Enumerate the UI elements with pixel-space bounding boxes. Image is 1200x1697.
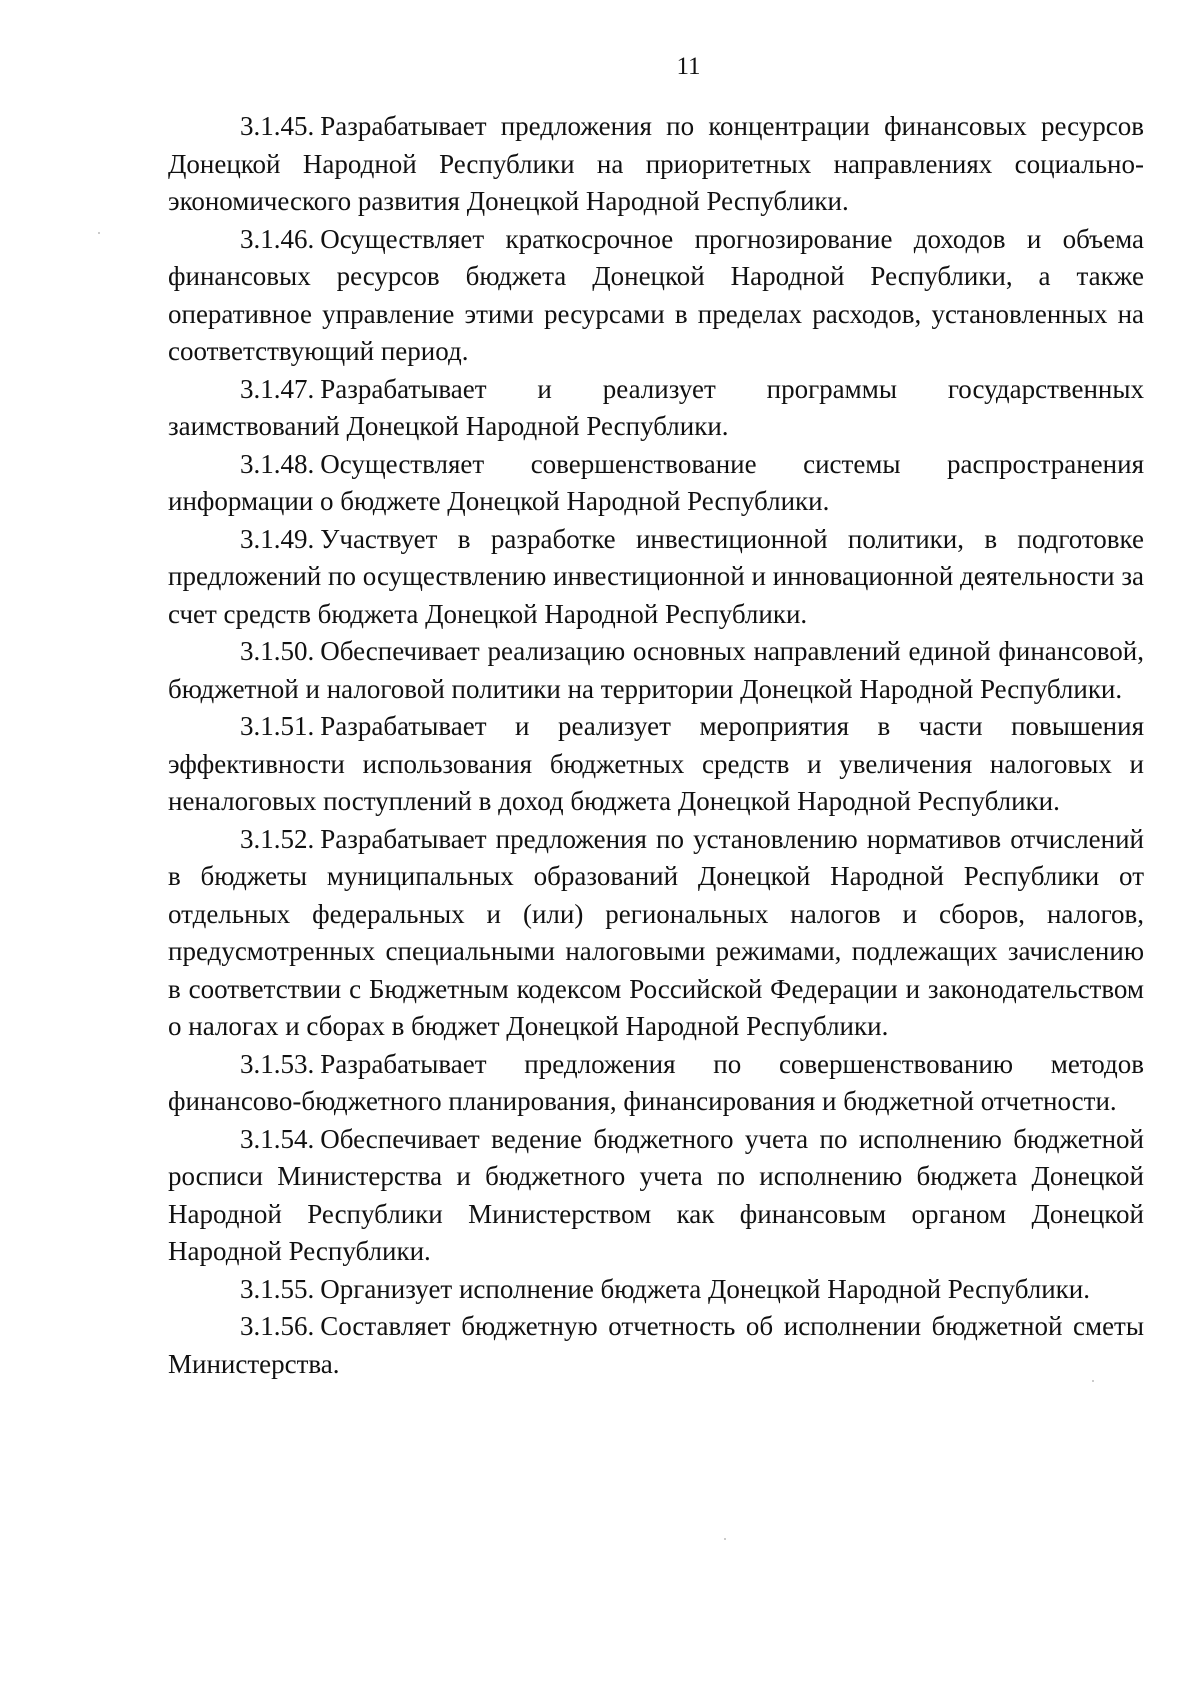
paragraph-number: 3.1.52. xyxy=(240,823,315,854)
paragraph-number: 3.1.49. xyxy=(240,523,315,554)
paragraph-3-1-50 xyxy=(168,633,1144,708)
paragraph-3-1-53 xyxy=(168,1046,1144,1121)
paragraph-text: Осуществляет краткосрочное прогнозирование доходов и объема финансовых ресурсов бюджета Донецкой Народной Республики, а также оперативное управление этими ресурсами в пределах расходов, установленных на соответствующий период. xyxy=(168,223,1144,366)
paragraph-3-1-47 xyxy=(168,371,1144,446)
paragraph-3-1-55 xyxy=(168,1271,1144,1309)
paragraph-number: 3.1.50. xyxy=(240,636,315,666)
paragraph-text: Разрабатывает предложения по концентрации финансовых ресурсов Донецкой Народной Республики на приоритетных направлениях социально-экономического развития Донецкой Народной Республики. xyxy=(168,111,1144,216)
paragraph-text: Осуществляет совершенствование системы распространения информации о бюджете Донецкой Народной Республики. xyxy=(168,448,1144,516)
paragraph-text: Составляет бюджетную отчетность об исполнении бюджетной сметы Министерства. xyxy=(168,1311,1144,1379)
paragraph-number: 3.1.56. xyxy=(240,1311,315,1341)
paragraph-number: 3.1.47. xyxy=(240,373,315,404)
paragraph-text: Разрабатывает предложения по совершенствованию методов финансово-бюджетного планирования, финансирования и бюджетной отчетности. xyxy=(168,1048,1144,1116)
paragraph-text: Участвует в разработке инвестиционной политики, в подготовке предложений по осуществлению инвестиционной и инновационной деятельности за счет средств бюджета Донецкой Народной Республики. xyxy=(168,523,1144,629)
scan-speck xyxy=(1092,1380,1094,1382)
paragraph-number: 3.1.54. xyxy=(240,1123,315,1154)
scan-speck xyxy=(98,232,100,234)
paragraph-number: 3.1.45. xyxy=(240,111,315,141)
paragraph-text: Разрабатывает и реализует программы государственных заимствований Донецкой Народной Республики. xyxy=(168,373,1144,441)
paragraph-text: Обеспечивает реализацию основных направлений единой финансовой, бюджетной и налоговой политики на территории Донецкой Народной Республики. xyxy=(168,636,1144,704)
paragraph-3-1-54 xyxy=(168,1121,1144,1271)
paragraph-3-1-45 xyxy=(168,108,1144,221)
paragraph-number: 3.1.48. xyxy=(240,448,315,479)
paragraph-text: Разрабатывает предложения по установлению нормативов отчислений в бюджеты муниципальных образований Донецкой Народной Республики от отдельных федеральных и (или) региональных налогов и сборов, налогов, предусмотренных специальными налоговыми режимами, подлежащих зачислению в соответствии с Бюджетным кодексом Российской Федерации и законодательством о налогах и сборах в бюджет Донецкой Народной Республики. xyxy=(168,823,1144,1041)
paragraph-text: Обеспечивает ведение бюджетного учета по исполнению бюджетной росписи Министерства и бюджетного учета по исполнению бюджета Донецкой Народной Республики Министерством как финансовым органом Донецкой Народной Республики. xyxy=(168,1123,1144,1266)
paragraph-3-1-52 xyxy=(168,821,1144,1046)
document-body xyxy=(168,108,1144,1383)
paragraph-3-1-51 xyxy=(168,708,1144,821)
paragraph-3-1-48 xyxy=(168,446,1144,521)
paragraph-number: 3.1.55. xyxy=(240,1273,315,1304)
paragraph-number: 3.1.51. xyxy=(240,711,315,741)
paragraph-number: 3.1.46. xyxy=(240,223,315,254)
page-number: 11 xyxy=(676,53,701,80)
paragraph-number: 3.1.53. xyxy=(240,1048,315,1079)
paragraph-text: Разрабатывает и реализует мероприятия в части повышения эффективности использования бюджетных средств и увеличения налоговых и неналоговых поступлений в доход бюджета Донецкой Народной Республики. xyxy=(168,711,1144,816)
paragraph-3-1-46 xyxy=(168,221,1144,371)
scan-speck xyxy=(724,1538,726,1540)
paragraph-3-1-49 xyxy=(168,521,1144,634)
paragraph-3-1-56 xyxy=(168,1308,1144,1383)
paragraph-text: Организует исполнение бюджета Донецкой Народной Республики. xyxy=(320,1273,1091,1304)
